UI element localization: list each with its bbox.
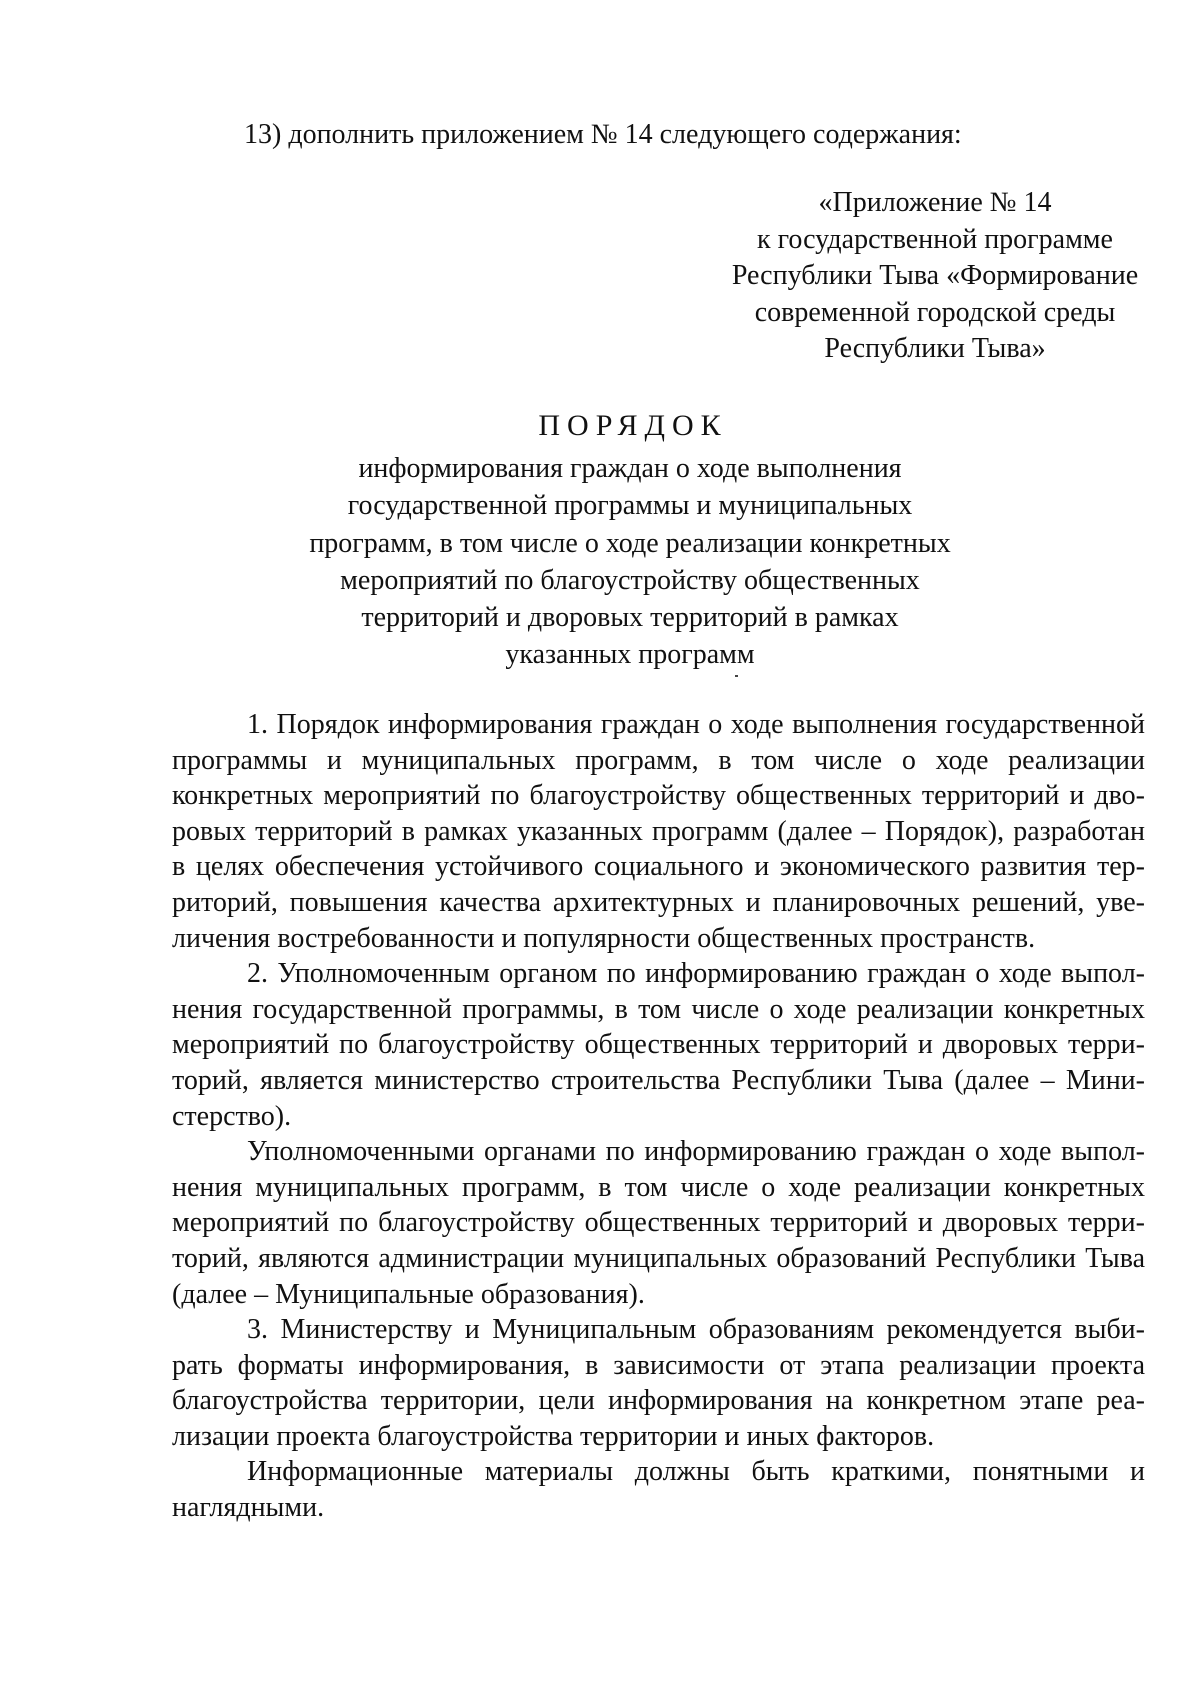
appendix-line: Республики Тыва «Формирование [731, 260, 1139, 291]
appendix-line: современной городской среды [754, 296, 1116, 328]
subtitle-line: указанных программ [505, 639, 755, 671]
subtitle-line: мероприятий по благоустройству общественных [340, 564, 920, 596]
paragraph-3: 3. Министерству и Муниципальным образованиям рекомендуется выбирать форматы информирования, в зависимости от этапа реализации проекта благоустройства территории, цели информирования на конкретном этапе реализации проекта благоустройства территории и иных факторов. [172, 1314, 1145, 1452]
amendment-intro: 13) дополнить приложением № 14 следующего содержания: [244, 119, 962, 150]
appendix-line: Республики Тыва» [824, 333, 1046, 364]
subtitle-line: программ, в том числе о ходе реализации конкретных [309, 527, 951, 559]
appendix-line: к государственной программе [757, 223, 1113, 255]
subtitle-line: территорий и дворовых территорий в рамках [361, 602, 899, 634]
appendix-line: «Приложение № 14 [818, 187, 1052, 218]
appendix-header [700, 185, 1170, 368]
document-subtitle [170, 450, 1090, 674]
scan-speck [735, 675, 738, 677]
document-title: ПОРЯДОК [538, 409, 728, 442]
paragraph-2-continued: Уполномоченными органами по информированию граждан о ходе выполнения муниципальных программ, в том числе о ходе реализации конкретных мероприятий по благоустройству общественных территорий и дворовых территорий, являются администрации муниципальных образований Республики Тыва (далее – Муниципальные образования). [172, 1136, 1145, 1310]
subtitle-line: информирования граждан о ходе выполнения [358, 453, 902, 484]
subtitle-line: государственной программы и муниципальных [347, 490, 913, 522]
paragraph-1: 1. Порядок информирования граждан о ходе выполнения государственной программы и муниципальных программ, в том числе о ходе реализации конкретных мероприятий по благоустройству общественных территорий и дворовых территорий в рамках указанных программ (далее – Порядок), разработан в целях обеспечения устойчивого социального и экономического развития территорий, повышения качества архитектурных и планировочных решений, увеличения востребованности и популярности общественных пространств. [172, 709, 1145, 954]
paragraph-3-continued: Информационные материалы должны быть краткими, понятными и наглядными. [172, 1456, 1145, 1524]
document-body [172, 707, 1145, 1526]
paragraph-2: 2. Уполномоченным органом по информированию граждан о ходе выполнения государственной программы, в том числе о ходе реализации конкретных мероприятий по благоустройству общественных территорий и дворовых территорий, является министерство строительства Республики Тыва (далее – Министерство). [172, 958, 1145, 1132]
